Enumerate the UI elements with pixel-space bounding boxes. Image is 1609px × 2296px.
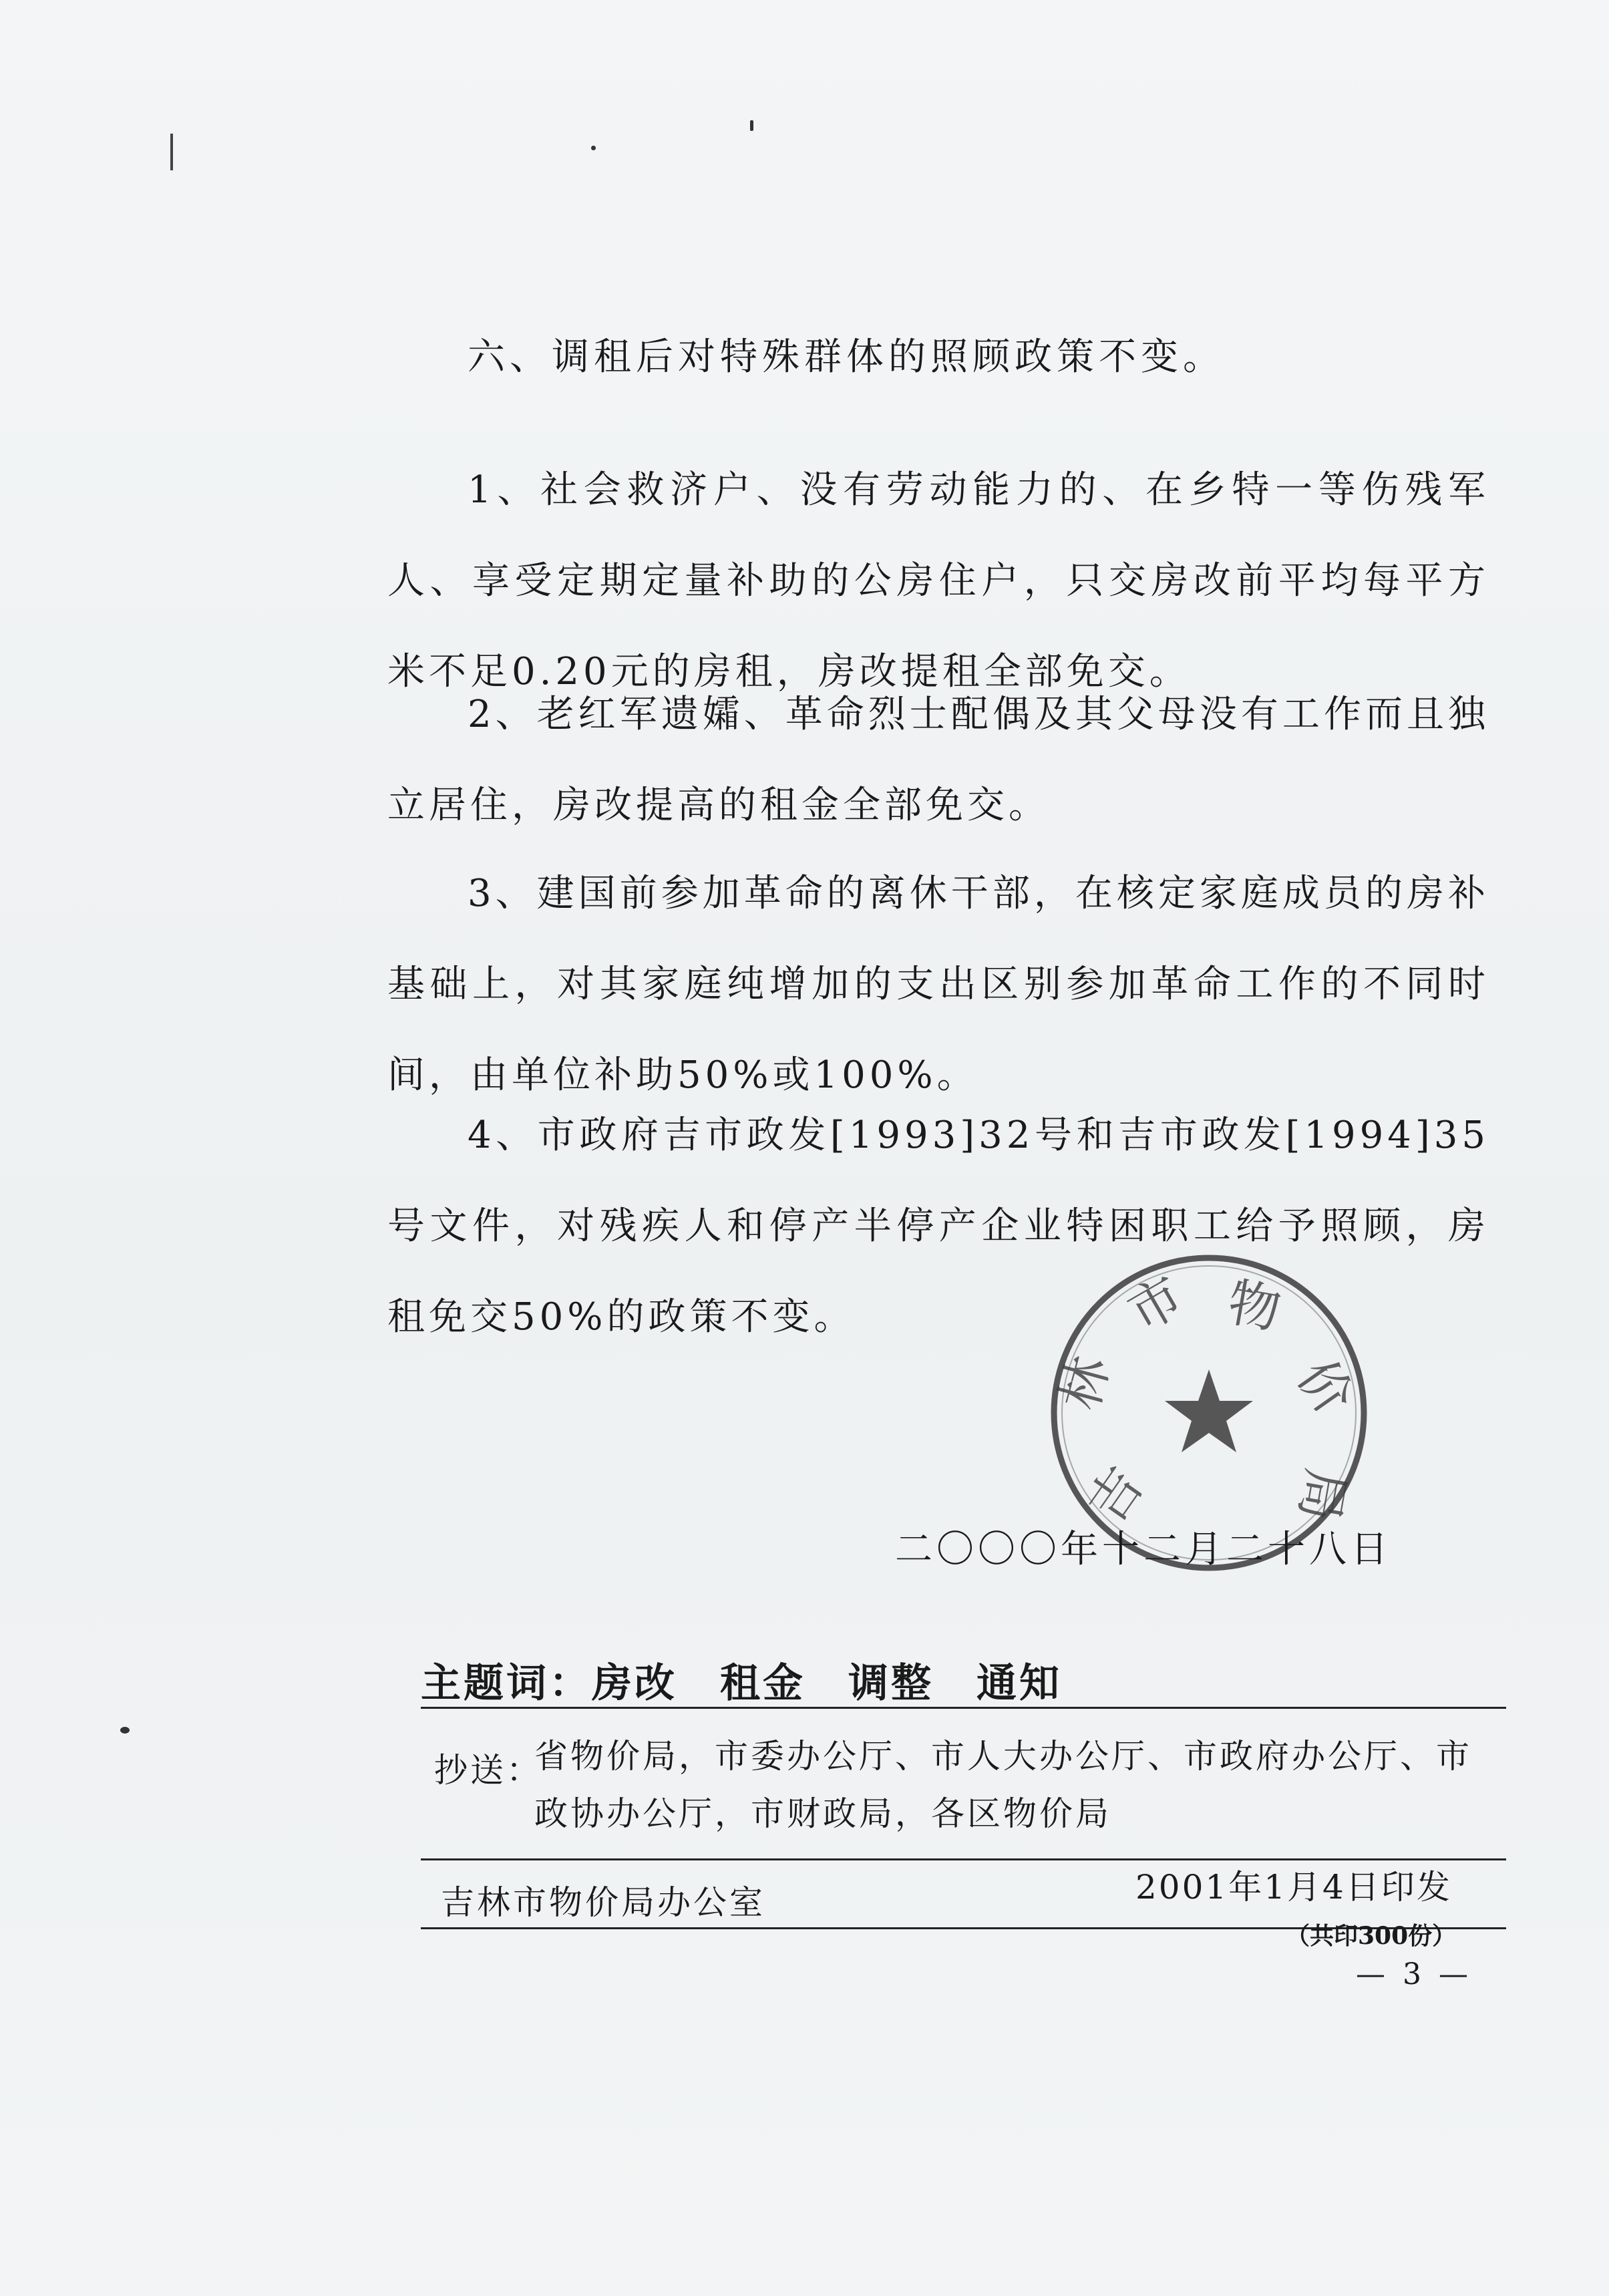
keyword: 房改 — [592, 1660, 677, 1707]
keyword: 通知 — [976, 1660, 1062, 1707]
keyword: 调整 — [848, 1660, 934, 1707]
svg-text:局: 局 — [1287, 1464, 1356, 1526]
clause-2: 2、老红军遗孀、革命烈士配偶及其父母没有工作而且独立居住，房改提高的租金全部免交。 — [387, 693, 1489, 827]
clause-3: 3、建国前参加革命的离休干部，在核定家庭成员的房补基础上，对其家庭纯增加的支出区别参加革命工作的不同时间，由单位补助50%或100%。 — [387, 872, 1489, 1097]
scan-speck — [750, 120, 753, 131]
issuing-office: 吉林市物价局办公室 — [441, 1883, 765, 1922]
scan-speck — [591, 146, 596, 150]
scan-speck — [120, 1727, 130, 1734]
copies-count: （共印300份） — [1286, 1922, 1457, 1950]
cc-label: 抄送： — [434, 1751, 542, 1790]
keyword: 租金 — [720, 1660, 806, 1707]
svg-text:市: 市 — [1118, 1265, 1194, 1344]
seal-star-icon — [1165, 1369, 1253, 1452]
svg-text:吉: 吉 — [1076, 1456, 1156, 1534]
clause-4: 4、市政府吉市政发[1993]32号和吉市政发[1994]35号文件，对残疾人和停产半停产企业特困职工给予照顾，房租免交50%的政策不变。 — [387, 1114, 1489, 1339]
divider — [421, 1707, 1506, 1709]
cc-recipients: 省物价局，市委办公厅、市人大办公厅、市政府办公厅、市政协办公厅，市财政局，各区物价局 — [534, 1737, 1472, 1833]
svg-text:物: 物 — [1223, 1273, 1286, 1341]
subject-label: 主题词： — [421, 1660, 592, 1707]
svg-text:价: 价 — [1285, 1349, 1365, 1426]
clause-1: 1、社会救济户、没有劳动能力的、在乡特一等伤残军人、享受定期定量补助的公房住户，只交房改前平均每平方米不足0.20元的房租，房改提租全部免交。 — [387, 468, 1489, 693]
signing-date: 二〇〇〇年十二月二十八日 — [895, 1528, 1392, 1571]
svg-text:林: 林 — [1049, 1350, 1121, 1416]
page-number: — 3 — — [1356, 1957, 1472, 1991]
print-date: 2001年1月4日印发 — [1135, 1868, 1452, 1907]
section-heading: 六、调租后对特殊群体的照顾政策不变。 — [468, 335, 1225, 379]
subject-keywords — [421, 1651, 1105, 1709]
margin-mark — [170, 134, 173, 170]
